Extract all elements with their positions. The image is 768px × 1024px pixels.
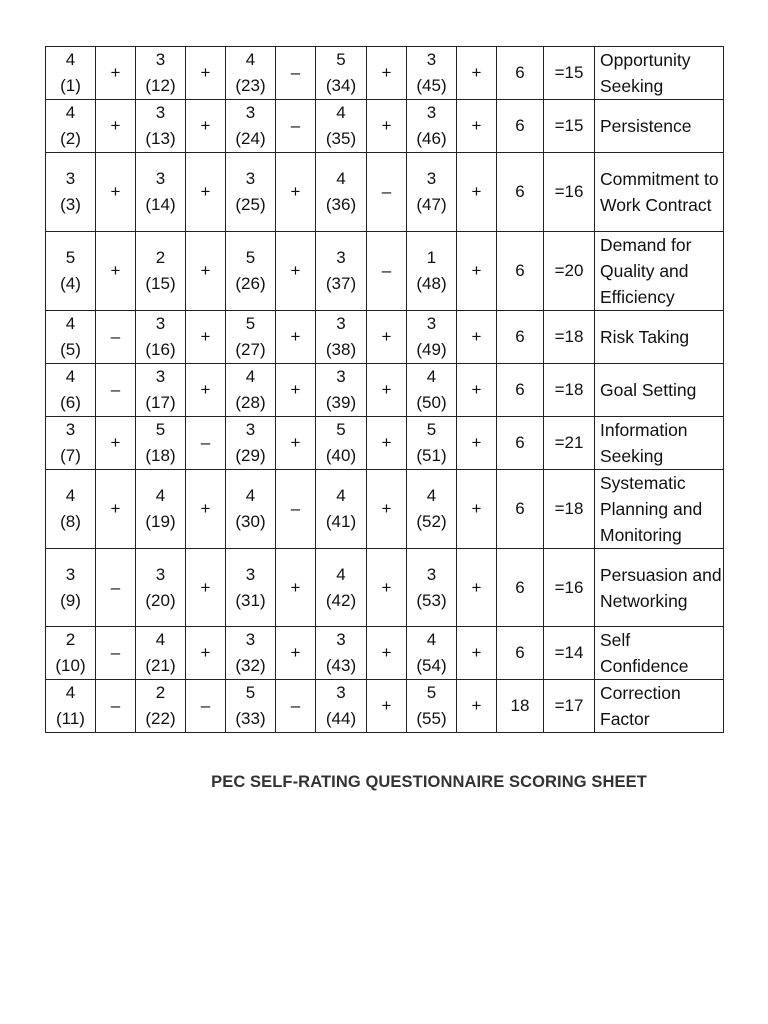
score-cell [136, 549, 186, 627]
item-number: (42) [325, 590, 357, 610]
score-value: 3 [245, 420, 256, 439]
operator-cell: + [457, 470, 497, 549]
operator-cell: + [186, 470, 226, 549]
item-number: (46) [416, 129, 447, 148]
score-cell [316, 100, 367, 153]
item-number: (1) [60, 76, 81, 95]
score-cell [316, 232, 367, 311]
item-number: (55) [416, 709, 447, 728]
item-number: (3) [60, 195, 81, 214]
item-number: (51) [416, 446, 447, 465]
score-value: 2 [65, 630, 76, 649]
scoring-sheet [45, 46, 723, 791]
score-cell [316, 627, 367, 680]
score-value: 3 [65, 169, 76, 188]
score-value: 4 [65, 103, 76, 122]
item-number: (47) [416, 195, 447, 214]
total-cell: =16 [544, 153, 595, 232]
item-number: (22) [145, 709, 176, 728]
score-cell [46, 311, 96, 364]
item-number: (17) [145, 393, 176, 412]
operator-cell: + [186, 627, 226, 680]
constant-cell: 6 [497, 627, 544, 680]
score-cell [136, 417, 186, 470]
item-number: (16) [145, 340, 176, 359]
operator-cell: + [457, 417, 497, 470]
operator-cell: + [276, 232, 316, 311]
item-number: (13) [145, 129, 176, 148]
item-number: (41) [325, 512, 357, 531]
sheet-caption: PEC SELF-RATING QUESTIONNAIRE SCORING SHEET [211, 773, 647, 791]
score-value: 3 [336, 367, 346, 386]
item-number: (4) [60, 274, 81, 293]
item-number: (29) [235, 446, 266, 465]
score-value: 5 [155, 420, 166, 439]
score-cell [407, 153, 457, 232]
operator-cell: + [457, 680, 497, 733]
score-value: 4 [336, 564, 346, 584]
score-cell [226, 311, 276, 364]
score-value: 3 [155, 169, 166, 188]
competency-label: Persuasion and Networking [595, 549, 724, 627]
competency-label: Information Seeking [595, 417, 724, 470]
operator-cell: + [367, 627, 407, 680]
operator-cell: + [276, 153, 316, 232]
score-value: 4 [245, 50, 256, 69]
operator-cell: – [96, 364, 136, 417]
operator-cell: + [367, 311, 407, 364]
score-cell [136, 100, 186, 153]
score-value: 3 [426, 314, 437, 333]
score-value: 3 [65, 564, 76, 584]
operator-cell: + [367, 549, 407, 627]
total-cell: =18 [544, 470, 595, 549]
item-number: (8) [60, 512, 81, 531]
operator-cell: + [457, 364, 497, 417]
score-value: 4 [65, 486, 76, 505]
score-value: 3 [245, 103, 256, 122]
item-number: (48) [416, 274, 447, 293]
score-cell [226, 680, 276, 733]
score-cell [136, 470, 186, 549]
score-value: 4 [426, 367, 437, 386]
scoring-table [45, 46, 724, 733]
operator-cell: – [186, 417, 226, 470]
score-cell [316, 470, 367, 549]
constant-cell: 6 [497, 470, 544, 549]
constant-cell: 6 [497, 100, 544, 153]
score-value: 3 [426, 169, 437, 188]
competency-label: Systematic Planning and Monitoring [595, 470, 724, 549]
score-value: 4 [65, 314, 76, 333]
operator-cell: – [276, 47, 316, 100]
constant-cell: 6 [497, 549, 544, 627]
score-value: 5 [336, 420, 346, 439]
score-value: 5 [65, 248, 76, 267]
score-cell [226, 470, 276, 549]
score-value: 3 [155, 103, 166, 122]
operator-cell: + [186, 47, 226, 100]
score-value: 3 [336, 630, 346, 649]
table-row [46, 627, 724, 680]
score-value: 4 [336, 103, 346, 122]
operator-cell: + [367, 100, 407, 153]
table-row [46, 47, 724, 100]
item-number: (34) [325, 76, 357, 95]
constant-cell: 6 [497, 417, 544, 470]
operator-cell: – [276, 680, 316, 733]
score-value: 3 [336, 683, 346, 702]
operator-cell: + [276, 364, 316, 417]
score-value: 4 [426, 486, 437, 505]
item-number: (10) [55, 656, 86, 675]
constant-cell: 6 [497, 47, 544, 100]
item-number: (12) [145, 76, 176, 95]
score-cell [226, 627, 276, 680]
item-number: (53) [416, 590, 447, 610]
operator-cell: – [367, 153, 407, 232]
score-cell [226, 100, 276, 153]
score-cell [46, 47, 96, 100]
constant-cell: 6 [497, 364, 544, 417]
item-number: (18) [145, 446, 176, 465]
operator-cell: + [96, 100, 136, 153]
item-number: (27) [235, 340, 266, 359]
score-cell [407, 47, 457, 100]
operator-cell: – [186, 680, 226, 733]
score-cell [316, 680, 367, 733]
operator-cell: – [276, 100, 316, 153]
score-cell [136, 680, 186, 733]
score-value: 3 [426, 103, 437, 122]
item-number: (9) [60, 590, 81, 610]
table-row [46, 100, 724, 153]
score-value: 5 [426, 420, 437, 439]
table-row [46, 153, 724, 232]
operator-cell: + [186, 100, 226, 153]
item-number: (39) [325, 393, 357, 412]
item-number: (11) [56, 709, 85, 728]
table-row [46, 364, 724, 417]
score-cell [407, 470, 457, 549]
table-row [46, 470, 724, 549]
operator-cell: + [367, 680, 407, 733]
competency-label: Demand for Quality and Efficiency [595, 232, 724, 311]
score-cell [407, 364, 457, 417]
score-value: 4 [426, 630, 437, 649]
constant-cell: 6 [497, 232, 544, 311]
item-number: (43) [325, 656, 357, 675]
operator-cell: + [96, 470, 136, 549]
score-cell [407, 232, 457, 311]
score-value: 3 [155, 314, 166, 333]
operator-cell: + [276, 311, 316, 364]
score-value: 3 [155, 50, 166, 69]
score-cell [407, 417, 457, 470]
score-cell [136, 627, 186, 680]
score-cell [46, 417, 96, 470]
operator-cell: + [367, 470, 407, 549]
score-value: 4 [155, 486, 166, 505]
item-number: (54) [416, 656, 447, 675]
score-value: 4 [65, 367, 76, 386]
score-value: 4 [245, 486, 256, 505]
total-cell: =21 [544, 417, 595, 470]
score-cell [226, 417, 276, 470]
item-number: (6) [60, 393, 81, 412]
item-number: (50) [416, 393, 447, 412]
score-cell [46, 232, 96, 311]
score-cell [407, 100, 457, 153]
score-value: 4 [65, 50, 76, 69]
operator-cell: + [276, 549, 316, 627]
score-value: 1 [426, 248, 437, 267]
constant-cell: 6 [497, 311, 544, 364]
operator-cell: + [276, 417, 316, 470]
operator-cell: + [96, 417, 136, 470]
score-cell [46, 627, 96, 680]
operator-cell: + [96, 47, 136, 100]
score-value: 3 [245, 169, 256, 188]
item-number: (36) [325, 195, 357, 214]
score-cell [226, 47, 276, 100]
item-number: (49) [416, 340, 447, 359]
score-cell [136, 153, 186, 232]
total-cell: =16 [544, 549, 595, 627]
operator-cell: + [186, 153, 226, 232]
item-number: (19) [145, 512, 176, 531]
competency-label: Self Confidence [595, 627, 724, 680]
constant-cell: 6 [497, 153, 544, 232]
item-number: (26) [235, 274, 266, 293]
item-number: (52) [416, 512, 447, 531]
score-cell [46, 680, 96, 733]
table-row [46, 680, 724, 733]
item-number: (28) [235, 393, 266, 412]
operator-cell: – [96, 680, 136, 733]
total-cell: =14 [544, 627, 595, 680]
operator-cell: + [276, 627, 316, 680]
score-value: 3 [336, 248, 346, 267]
operator-cell: – [276, 470, 316, 549]
item-number: (15) [145, 274, 176, 293]
score-cell [226, 364, 276, 417]
operator-cell: + [457, 100, 497, 153]
operator-cell: + [186, 549, 226, 627]
table-row [46, 549, 724, 627]
total-cell: =20 [544, 232, 595, 311]
score-value: 3 [426, 564, 437, 584]
operator-cell: + [457, 232, 497, 311]
total-cell: =15 [544, 47, 595, 100]
score-value: 3 [426, 50, 437, 69]
score-cell [407, 627, 457, 680]
score-value: 5 [336, 50, 346, 69]
score-cell [316, 417, 367, 470]
item-number: (40) [325, 446, 357, 465]
competency-label: Risk Taking [595, 311, 724, 364]
score-cell [316, 364, 367, 417]
score-cell [316, 311, 367, 364]
table-row [46, 232, 724, 311]
operator-cell: – [96, 627, 136, 680]
score-value: 4 [336, 169, 346, 188]
item-number: (24) [235, 129, 266, 148]
operator-cell: – [96, 311, 136, 364]
item-number: (7) [60, 446, 81, 465]
operator-cell: + [457, 549, 497, 627]
item-number: (45) [416, 76, 447, 95]
item-number: (44) [325, 709, 357, 728]
score-value: 3 [155, 367, 166, 386]
operator-cell: + [367, 417, 407, 470]
item-number: (31) [235, 590, 266, 610]
score-value: 5 [245, 683, 256, 702]
score-cell [46, 100, 96, 153]
item-number: (23) [235, 76, 266, 95]
operator-cell: + [186, 364, 226, 417]
score-value: 5 [245, 314, 256, 333]
score-value: 5 [426, 683, 437, 702]
operator-cell: + [96, 232, 136, 311]
competency-label: Goal Setting [595, 364, 724, 417]
item-number: (25) [235, 195, 266, 214]
operator-cell: + [96, 153, 136, 232]
score-value: 3 [336, 314, 346, 333]
score-cell [46, 470, 96, 549]
score-cell [46, 549, 96, 627]
score-cell [407, 680, 457, 733]
score-cell [136, 47, 186, 100]
item-number: (21) [145, 656, 176, 675]
score-value: 4 [155, 630, 166, 649]
operator-cell: + [367, 364, 407, 417]
score-cell [316, 47, 367, 100]
score-cell [407, 311, 457, 364]
score-value: 2 [155, 683, 166, 702]
item-number: (30) [235, 512, 266, 531]
operator-cell: + [186, 232, 226, 311]
item-number: (37) [325, 274, 357, 293]
score-cell [226, 153, 276, 232]
score-cell [136, 232, 186, 311]
score-value: 2 [155, 248, 166, 267]
score-cell [46, 364, 96, 417]
operator-cell: + [457, 47, 497, 100]
competency-label: Persistence [595, 100, 724, 153]
operator-cell: + [457, 153, 497, 232]
score-value: 3 [245, 630, 256, 649]
table-body [46, 47, 724, 733]
total-cell: =15 [544, 100, 595, 153]
score-value: 3 [65, 420, 76, 439]
competency-label: Opportunity Seeking [595, 47, 724, 100]
item-number: (2) [60, 129, 81, 148]
item-number: (33) [235, 709, 266, 728]
item-number: (35) [325, 129, 357, 148]
score-value: 4 [245, 367, 256, 386]
constant-cell: 18 [497, 680, 544, 733]
score-value: 5 [245, 248, 256, 267]
score-value: 4 [336, 486, 346, 505]
total-cell: =17 [544, 680, 595, 733]
item-number: (14) [145, 195, 176, 214]
score-cell [136, 364, 186, 417]
operator-cell: + [367, 47, 407, 100]
total-cell: =18 [544, 311, 595, 364]
table-row [46, 311, 724, 364]
score-cell [46, 153, 96, 232]
score-value: 3 [155, 564, 166, 584]
score-value: 4 [65, 683, 76, 702]
score-cell [226, 549, 276, 627]
score-cell [316, 549, 367, 627]
item-number: (38) [325, 340, 357, 359]
table-row [46, 417, 724, 470]
score-cell [407, 549, 457, 627]
operator-cell: + [457, 311, 497, 364]
item-number: (5) [60, 340, 81, 359]
item-number: (32) [235, 656, 266, 675]
score-cell [316, 153, 367, 232]
operator-cell: + [457, 627, 497, 680]
operator-cell: + [186, 311, 226, 364]
score-cell [226, 232, 276, 311]
competency-label: Commitment to Work Contract [595, 153, 724, 232]
item-number: (20) [145, 590, 176, 610]
total-cell: =18 [544, 364, 595, 417]
operator-cell: – [96, 549, 136, 627]
competency-label: Correction Factor [595, 680, 724, 733]
operator-cell: – [367, 232, 407, 311]
score-value: 3 [245, 564, 256, 584]
score-cell [136, 311, 186, 364]
